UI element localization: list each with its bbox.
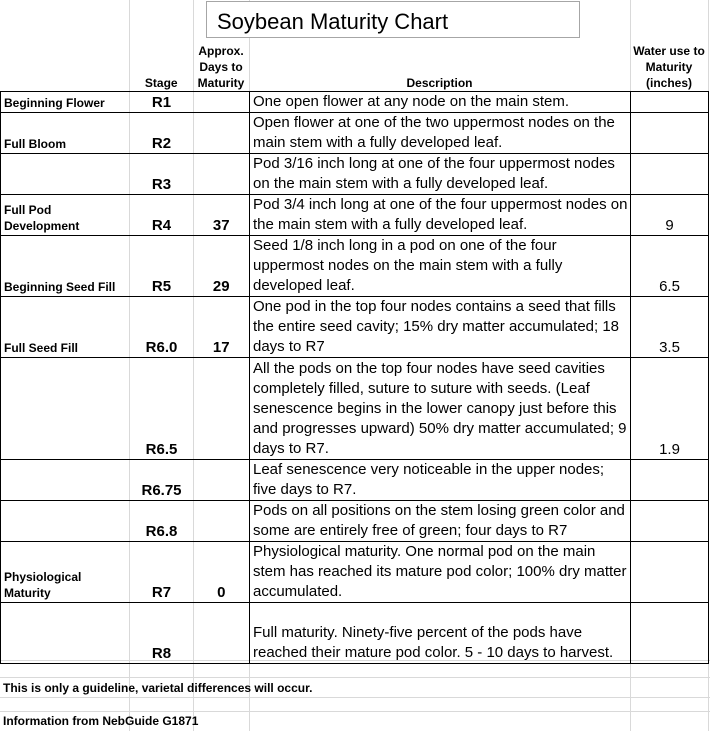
header-days: Approx. Days to Maturity xyxy=(197,44,245,90)
days-to-maturity-cell[interactable] xyxy=(194,501,250,542)
table-row xyxy=(1,195,709,236)
table-row xyxy=(1,460,709,501)
stage-code-cell[interactable]: R2 xyxy=(130,113,194,154)
header-water: Water use to Maturity (inches) xyxy=(633,44,705,90)
stage-code-cell[interactable]: R3 xyxy=(130,154,194,195)
water-use-cell[interactable]: 6.5 xyxy=(631,236,709,297)
water-use-cell[interactable] xyxy=(631,113,709,154)
stage-name-cell[interactable]: Full Seed Fill xyxy=(1,297,130,358)
stage-name-cell[interactable] xyxy=(1,154,130,195)
description-cell[interactable]: All the pods on the top four nodes have seed cavities completely filled, suture to suture with seeds. (Leaf senescence begins in the lower canopy just before this and progresses upward) 50% dry matter accumulated; 9 days to R7. xyxy=(250,358,631,460)
stage-name-cell[interactable] xyxy=(1,358,130,460)
days-to-maturity-cell[interactable]: 37 xyxy=(194,195,250,236)
stage-name-cell[interactable]: Full Pod Development xyxy=(1,195,130,236)
table-row xyxy=(1,154,709,195)
description-cell[interactable]: Seed 1/8 inch long in a pod on one of the four uppermost nodes on the main stem with a fully developed leaf. xyxy=(250,236,631,297)
days-to-maturity-cell[interactable]: 29 xyxy=(194,236,250,297)
table-row xyxy=(1,358,709,460)
table-row xyxy=(1,92,709,113)
gridline xyxy=(0,697,710,698)
water-use-cell[interactable] xyxy=(631,603,709,664)
table-row xyxy=(1,501,709,542)
table-row xyxy=(1,603,709,664)
gridline xyxy=(0,711,710,712)
header-cell-name xyxy=(0,38,129,91)
gridline xyxy=(0,677,710,678)
days-to-maturity-cell[interactable] xyxy=(194,113,250,154)
chart-title: Soybean Maturity Chart xyxy=(217,9,449,34)
days-to-maturity-cell[interactable]: 0 xyxy=(194,542,250,603)
description-cell[interactable]: One pod in the top four nodes contains a seed that fills the entire seed cavity; 15% dry matter accumulated; 18 days to R7 xyxy=(250,297,631,358)
title-box[interactable] xyxy=(206,1,580,38)
source-note: Information from NebGuide G1871 xyxy=(3,714,199,728)
stage-name-cell[interactable] xyxy=(1,603,130,664)
stage-code-cell[interactable]: R8 xyxy=(130,603,194,664)
guideline-note: This is only a guideline, varietal differences will occur. xyxy=(3,681,313,695)
stage-code-cell[interactable]: R1 xyxy=(130,92,194,113)
table-row xyxy=(1,542,709,603)
description-cell[interactable]: Pod 3/4 inch long at one of the four uppermost nodes on the main stem with a fully developed leaf. xyxy=(250,195,631,236)
stage-code-cell[interactable]: R4 xyxy=(130,195,194,236)
water-use-cell[interactable] xyxy=(631,92,709,113)
stage-code-cell[interactable]: R7 xyxy=(130,542,194,603)
header-stage: Stage xyxy=(144,76,178,90)
water-use-cell[interactable] xyxy=(631,542,709,603)
stage-name-cell[interactable] xyxy=(1,501,130,542)
stage-code-cell[interactable]: R6.5 xyxy=(130,358,194,460)
stage-name-cell[interactable]: Beginning Flower xyxy=(1,92,130,113)
water-use-cell[interactable] xyxy=(631,501,709,542)
days-to-maturity-cell[interactable] xyxy=(194,358,250,460)
header-row xyxy=(0,38,708,91)
description-cell[interactable]: Physiological maturity. One normal pod on the main stem has reached its mature pod color; 100% dry matter accumulated. xyxy=(250,542,631,603)
description-cell[interactable]: Full maturity. Ninety-five percent of the pods have reached their mature pod color. 5 - 10 days to harvest. xyxy=(250,603,631,664)
water-use-cell[interactable] xyxy=(631,154,709,195)
stage-code-cell[interactable]: R5 xyxy=(130,236,194,297)
days-to-maturity-cell[interactable] xyxy=(194,154,250,195)
water-use-cell[interactable]: 1.9 xyxy=(631,358,709,460)
water-use-cell[interactable] xyxy=(631,460,709,501)
stage-name-cell[interactable]: Beginning Seed Fill xyxy=(1,236,130,297)
stage-code-cell[interactable]: R6.8 xyxy=(130,501,194,542)
table-row xyxy=(1,297,709,358)
water-use-cell[interactable]: 3.5 xyxy=(631,297,709,358)
stage-code-cell[interactable]: R6.75 xyxy=(130,460,194,501)
header-description: Description xyxy=(406,76,473,90)
maturity-table xyxy=(0,38,708,91)
days-to-maturity-cell[interactable] xyxy=(194,92,250,113)
description-cell[interactable]: Leaf senescence very noticeable in the upper nodes; five days to R7. xyxy=(250,460,631,501)
description-cell[interactable]: Pods on all positions on the stem losing green color and some are entirely free of green; four days to R7 xyxy=(250,501,631,542)
stage-name-cell[interactable]: Physiological Maturity xyxy=(1,542,130,603)
days-to-maturity-cell[interactable]: 17 xyxy=(194,297,250,358)
maturity-table-body xyxy=(0,91,709,664)
days-to-maturity-cell[interactable] xyxy=(194,603,250,664)
days-to-maturity-cell[interactable] xyxy=(194,460,250,501)
description-cell[interactable]: One open flower at any node on the main stem. xyxy=(250,92,631,113)
table-row xyxy=(1,113,709,154)
stage-name-cell[interactable] xyxy=(1,460,130,501)
table-row xyxy=(1,236,709,297)
water-use-cell[interactable]: 9 xyxy=(631,195,709,236)
stage-name-cell[interactable]: Full Bloom xyxy=(1,113,130,154)
stage-code-cell[interactable]: R6.0 xyxy=(130,297,194,358)
description-cell[interactable]: Pod 3/16 inch long at one of the four uppermost nodes on the main stem with a fully developed leaf. xyxy=(250,154,631,195)
description-cell[interactable]: Open flower at one of the two uppermost nodes on the main stem with a fully developed leaf. xyxy=(250,113,631,154)
